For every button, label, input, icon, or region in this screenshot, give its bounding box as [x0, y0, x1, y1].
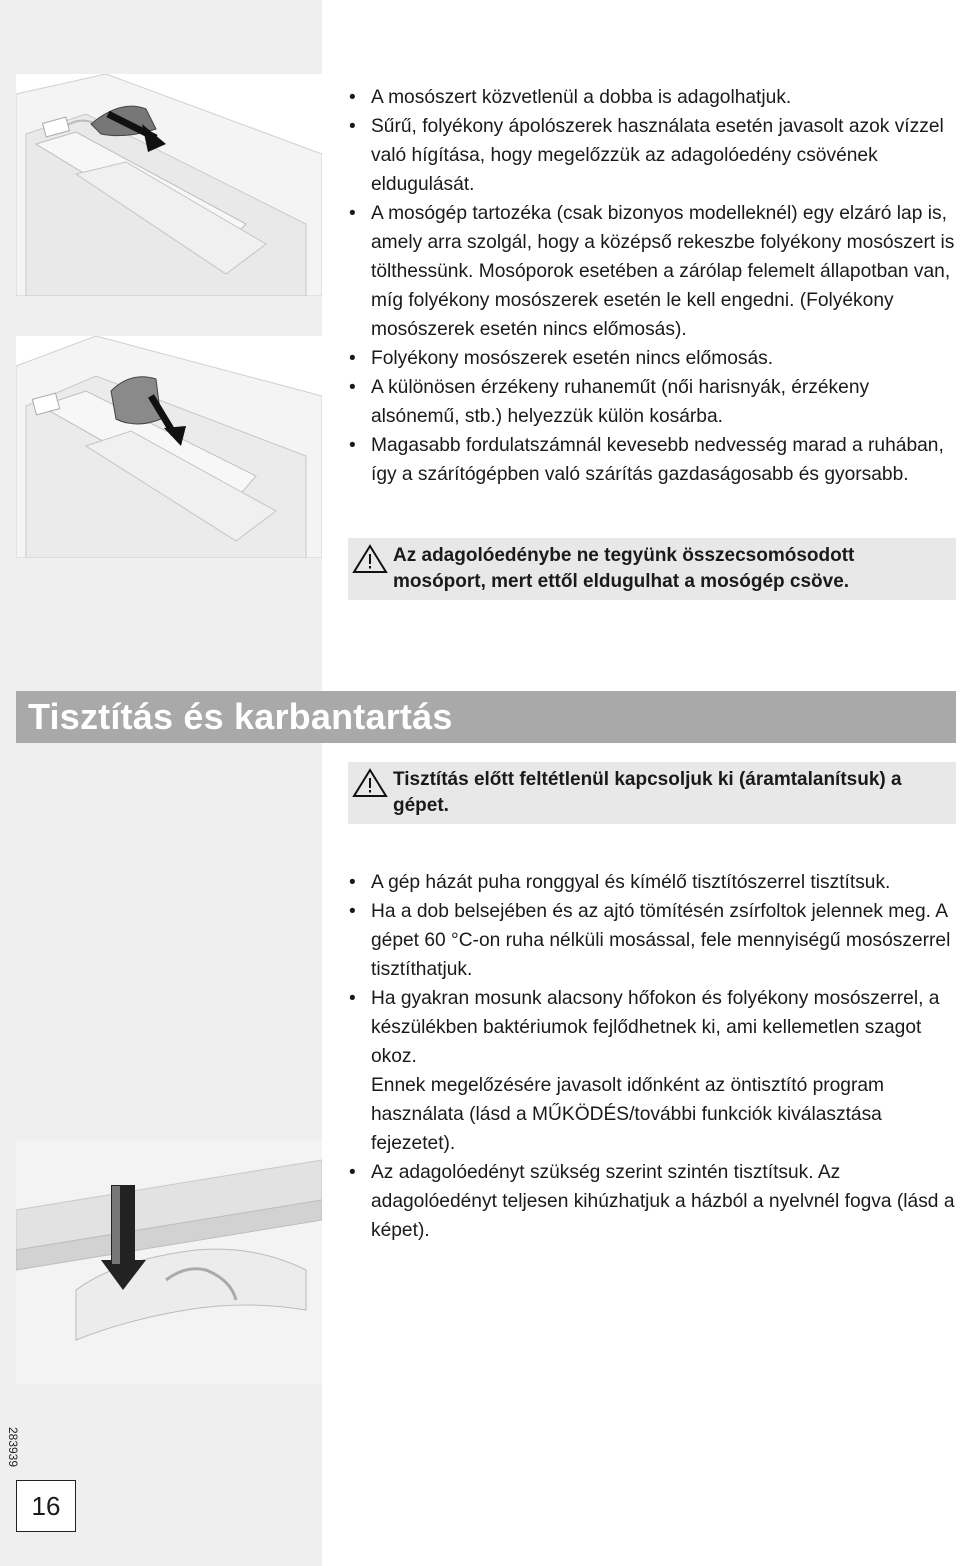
warning-box-detergent [348, 538, 956, 600]
document-code: 283939 [6, 1426, 20, 1468]
list-item [346, 897, 956, 984]
warning-text: Tisztítás előtt feltétlenül kapcsoljuk ki (áramtalanítsuk) a gépet. [393, 769, 902, 816]
bullet-dot: • [349, 988, 356, 1009]
warning-text: Az adagolóedénybe ne tegyünk összecsomósodott mosóport, mert ettől eldugulhat a mosógép csöve. [393, 545, 855, 592]
cleaning-bullet-list [346, 868, 956, 1245]
bullet-dot: • [349, 87, 356, 108]
section-header [16, 691, 956, 743]
warning-box-power [348, 762, 956, 824]
list-item [346, 344, 956, 373]
bullet-text: A különösen érzékeny ruhaneműt (női harisnyák, érzékeny alsónemű, stb.) helyezzük külön kosárba. [371, 377, 870, 427]
bullet-text: Ha gyakran mosunk alacsony hőfokon és folyékony mosószerrel, a készülékben baktériumok fejlődhetnek ki, ami kellemetlen szagot okoz. [371, 988, 940, 1067]
bullet-dot: • [349, 377, 356, 398]
list-item [346, 199, 956, 344]
bullet-text: Az adagolóedényt szükség szerint szintén tisztítsuk. Az adagolóedényt teljesen kihúzhatjuk a házból a nyelvnél fogva (lásd a képet). [371, 1162, 955, 1241]
warning-triangle-icon [352, 544, 388, 582]
bullet-text: A mosószert közvetlenül a dobba is adagolhatjuk. [371, 87, 792, 108]
drawer-removal-illustration [16, 1140, 322, 1384]
bullet-dot: • [349, 872, 356, 893]
bullet-dot: • [349, 901, 356, 922]
detergent-drawer-illustration-2 [16, 336, 322, 558]
bullet-text: Sűrű, folyékony ápolószerek használata esetén javasolt azok vízzel való hígítása, hogy megelőzzük az adagolóedény csövének eldugulását. [371, 116, 944, 195]
bullet-text: A mosógép tartozéka (csak bizonyos modelleknél) egy elzáró lap is, amely arra szolgál, hogy a középső rekeszbe folyékony mosószert is tölthessünk. Mosóporok esetében a zárólap felemelt állapotban van, míg folyékony mosószerek esetén le kell engedni. (Folyékony mosószerek esetén nincs előmosás). [371, 203, 955, 340]
bullet-dot: • [349, 1162, 356, 1183]
list-item [346, 868, 956, 897]
detergent-drawer-illustration-1 [16, 74, 322, 296]
intro-bullet-list [346, 83, 956, 489]
bullet-text: Folyékony mosószerek esetén nincs előmosás. [371, 348, 774, 369]
section-title: Tisztítás és karbantartás [28, 696, 453, 737]
bullet-text-continued: Ennek megelőzésére javasolt időnként az öntisztító program használata (lásd a MŰKÖDÉS/további funkciók kiválasztása fejezetet). [371, 1075, 885, 1154]
bullet-text: Magasabb fordulatszámnál kevesebb nedvesség marad a ruhában, így a szárítógépben való szárítás gazdaságosabb és gyorsabb. [371, 435, 944, 485]
bullet-dot: • [349, 203, 356, 224]
list-item [346, 112, 956, 199]
list-item [346, 373, 956, 431]
bullet-text: Ha a dob belsejében és az ajtó tömítésén zsírfoltok jelennek meg. A gépet 60 °C-on ruha nélküli mosással, fele mennyiségű mosószerrel tisztíthatjuk. [371, 901, 951, 980]
warning-triangle-icon [352, 768, 388, 806]
bullet-dot: • [349, 116, 356, 137]
list-item [346, 431, 956, 489]
list-item [346, 83, 956, 112]
bullet-text: A gép házát puha ronggyal és kímélő tisztítószerrel tisztítsuk. [371, 872, 891, 893]
list-item [346, 1158, 956, 1245]
bullet-dot: • [349, 348, 356, 369]
page-number: 16 [16, 1480, 76, 1532]
list-item [346, 984, 956, 1158]
bullet-dot: • [349, 435, 356, 456]
